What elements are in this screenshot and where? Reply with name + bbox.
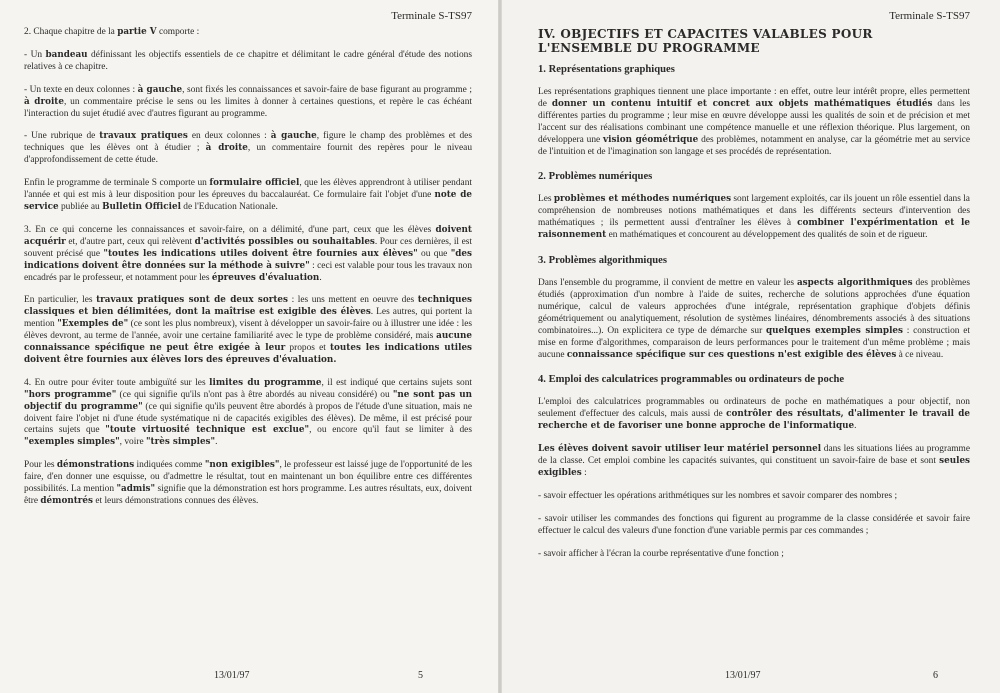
bold-text: connaissance spécifique sur ces questions n'est exigible des élèves: [566, 349, 897, 360]
text-run: - Un: [24, 49, 46, 60]
section-heading: 3. Problèmes algorithmiques: [538, 255, 667, 267]
text-run: , sont fixés les connaissances et savoir-faire de base figurant au programme ;: [182, 84, 472, 95]
bold-text: problèmes et méthodes numériques: [553, 194, 732, 205]
bold-text: "toute virtuosité technique est exclue": [105, 425, 310, 436]
text-run: propos et: [285, 343, 330, 354]
part-title: IV. OBJECTIFS ET CAPACITES VALABLES POUR L'ENSEMBLE DU PROGRAMME: [538, 27, 873, 55]
bold-text: seules exigibles: [538, 456, 970, 478]
text-run: , un commentaire précise le sens ou les limites à donner à certaines questions, et repère le cas échéant l'interaction du sujet étudié avec d'autres figurant au programme.: [24, 96, 473, 119]
bold-text: travaux pratiques: [99, 131, 188, 142]
page-number: 6: [933, 670, 938, 681]
paragraph: [538, 491, 970, 503]
text-run: . Pour ces dernières, il est souvent précisé que: [24, 236, 472, 259]
text-run: Dans l'ensemble du programme, il convient de mettre en valeur les: [538, 278, 797, 289]
text-run: , le professeur est laissé juge de l'opportunité de les faire, d'en donner une esquisse, ou d'admettre le résultat, tout en maintenant un bon équilibre entre ces différentes possibilités. La mention: [24, 460, 473, 495]
text-run: : les uns mettent en oeuvre des: [288, 295, 418, 306]
paragraph: [24, 378, 472, 449]
text-run: , il est indiqué que certains sujets sont: [321, 377, 472, 388]
page-header: Terminale S-TS97: [391, 10, 472, 22]
bold-text: démontrés: [40, 496, 93, 506]
text-run: indiquées comme: [134, 460, 205, 471]
text-run: des problèmes, notamment en analyse, car la géométrie met au service de l'intuition et de l'imagination son langage et ses procédés de représentation.: [538, 134, 970, 157]
page-body: [538, 63, 970, 560]
paragraph: [24, 178, 472, 214]
bold-text: d'activités possibles ou souhaitables: [194, 236, 375, 247]
page-body: [24, 27, 472, 508]
text-run: , un commentaire fournit des repères pour le niveau d'approfondissement de cette étude.: [24, 143, 473, 166]
bold-text: donner un contenu intuitif et concret aux objets mathématiques étudiés: [551, 98, 933, 109]
bold-text: doivent acquérir: [24, 224, 472, 247]
paragraph: [24, 460, 472, 508]
bold-text: à gauche: [137, 84, 183, 95]
text-run: : ceci est valable pour tous les travaux non encadrés par le professeur, et notamment pour les: [24, 260, 473, 283]
text-run: Les représentations graphiques tiennent une place importante : en effet, outre leur intérêt propre, elles permettent de: [538, 87, 970, 109]
bold-text: "très simples": [145, 437, 216, 448]
text-run: dans les différentes parties du programme ; leur mise en œuvre développe aussi les qualités de soin et de précision et met l'accent sur des réalisations combinant une compétence manuelle et une réflexion théorique. Plus largement, on développera une: [538, 98, 970, 145]
bold-text: à droite: [24, 96, 64, 107]
text-run: (ce qui signifie qu'ils n'ont pas à être abordés au niveau considéré) ou: [116, 389, 393, 400]
bold-text: "exemples simples": [24, 437, 120, 448]
text-run: - savoir afficher à l'écran la courbe représentative d'une fonction ;: [538, 548, 784, 559]
bold-text: "des indications doivent être données sur la méthode à suivre": [24, 248, 472, 271]
text-run: 2. Chaque chapitre de la: [24, 27, 118, 37]
text-run: .: [215, 437, 218, 448]
paragraph: [538, 514, 970, 538]
page-5: [0, 0, 498, 693]
bold-text: Bulletin Officiel: [102, 201, 181, 212]
text-run: - savoir utiliser les commandes des fonctions qui figurent au programme de la classe considérée et savoir faire effectuer le calcul des valeurs d'une fonction d'une variable permis par ces commandes ;: [538, 513, 970, 536]
text-run: 3. En ce qui concerne les connaissances et savoir-faire, on a délimité, d'une part, ceux que les élèves: [24, 224, 436, 235]
paragraph: [538, 194, 970, 242]
bold-text: limites du programme: [209, 377, 322, 388]
text-run: (ce qui signifie qu'ils peuvent être abordés à propos de l'étude d'une situation, mais ne doivent faire l'objet ni d'une étude systématique ni de capacités exigibles des élèves). De même, il est précisé pour certains sujets que: [24, 401, 473, 436]
text-run: , voire: [119, 437, 146, 448]
text-run: , figure le champ des problèmes et des techniques que les élèves ont à étudier ;: [24, 131, 472, 154]
text-run: ou que: [417, 248, 451, 259]
text-run: : construction et mise en forme d'algorithmes, comparaison de leurs performances pour le traitement d'un même problème ; mais aucune: [538, 325, 971, 360]
text-run: dans les situations liées au programme de la classe. Cet emploi combine les capacités suivantes, qui constituent un savoir-faire de base et sont: [538, 444, 970, 467]
bold-text: "Exemples de": [57, 319, 129, 330]
text-run: publiée au: [58, 201, 103, 212]
paragraph: [538, 549, 970, 561]
text-run: signifie que la démonstration est hors programme. Les autres résultats, eux, doivent être: [24, 484, 473, 506]
text-run: En particulier, les: [24, 295, 97, 306]
bold-text: aspects algorithmiques: [796, 278, 913, 289]
text-run: :: [581, 467, 587, 478]
bold-text: démonstrations: [56, 460, 135, 471]
bold-text: formulaire officiel: [209, 178, 300, 189]
text-run: L'emploi des calculatrices programmables ou ordinateurs de poche en mathématiques a pour objectif, non seulement d'effectuer des calculs, mais aussi de: [538, 397, 970, 420]
text-run: à ce niveau.: [896, 349, 944, 360]
paragraph: [24, 50, 472, 74]
footer-date: 13/01/97: [725, 670, 761, 681]
text-run: .: [319, 272, 322, 283]
text-run: - Un texte en deux colonnes :: [24, 84, 138, 95]
paragraph: [24, 225, 472, 285]
text-run: en mathématiques et concourent au développement des qualités de soin et de rigueur.: [606, 230, 928, 241]
bold-text: "toutes les indications utiles doivent être fournies aux élèves": [103, 248, 418, 259]
text-run: définissant les objectifs essentiels de ce chapitre et délimitant le cadre général d'étude des notions relatives à ce chapitre.: [24, 49, 472, 72]
bold-text: à gauche: [270, 131, 317, 142]
text-run: Les: [538, 194, 554, 205]
text-run: et, d'autre part, ceux qui relèvent: [65, 236, 195, 247]
text-run: - Une rubrique de: [24, 131, 100, 142]
paragraph: [538, 397, 970, 433]
bold-text: bandeau: [45, 49, 88, 60]
bold-text: épreuves d'évaluation: [211, 272, 320, 283]
text-run: , que les élèves apprendront à utiliser pendant l'année et qui est mis à leur disposition pour les épreuves du baccalauréat. Ce formulaire fait l'objet d'une: [24, 178, 473, 201]
bold-text: techniques classiques et bien délimitées, dont la maîtrise est exigible des élèves: [24, 295, 473, 318]
section-heading: 2. Problèmes numériques: [538, 171, 653, 183]
text-run: comporte :: [156, 27, 200, 37]
text-run: Pour les: [24, 460, 57, 471]
paragraph: [24, 27, 472, 39]
bold-text: "non exigibles": [204, 460, 280, 471]
bold-text: Les élèves doivent savoir utiliser leur matériel personnel: [538, 444, 822, 455]
text-run: .: [854, 421, 857, 432]
bold-text: "ne sont pas un objectif du programme": [24, 389, 472, 412]
text-run: de l'Education Nationale.: [180, 201, 278, 212]
text-run: . Les autres, qui portent la mention: [24, 307, 472, 330]
page-header: Terminale S-TS97: [889, 10, 970, 22]
text-run: sont largement exploités, car ils jouent un rôle essentiel dans la compréhension de nombreuses notions mathématiques et dans les différents secteurs d'intervention des mathématiques ; ils permettent aussi d'entraîner les élèves à: [538, 194, 970, 229]
section-heading: 1. Représentations graphiques: [538, 64, 675, 75]
bold-text: quelques exemples simples: [765, 325, 903, 336]
bold-text: combiner l'expérimentation et le raisonnement: [538, 218, 970, 241]
bold-text: note de service: [24, 190, 472, 212]
bold-text: "hors programme": [24, 389, 117, 400]
paragraph: [24, 85, 472, 121]
bold-text: partie V: [117, 27, 157, 37]
bold-text: aucune connaissance spécifique ne peut être exigée à leur: [24, 331, 472, 354]
paragraph: [538, 444, 970, 480]
text-run: en deux colonnes :: [187, 131, 271, 142]
bold-text: vision géométrique: [603, 134, 699, 145]
text-run: , ou encore qu'il faut se limiter à des: [309, 425, 472, 436]
paragraph: [24, 295, 472, 366]
text-run: (ce sont les plus nombreux), visent à développer un savoir-faire ou à illustrer une idée : les élèves devront, au terme de l'année, avoir une certaine familiarité avec le type de problème considéré, mais: [24, 319, 472, 342]
bold-text: travaux pratiques sont de deux sortes: [96, 295, 288, 306]
bold-text: contrôler des résultats, d'alimenter le travail de recherche et de favoriser une bonne approche de l'informatique: [538, 409, 970, 432]
bold-text: à droite: [205, 143, 248, 154]
text-run: des problèmes étudiés (approximation d'un nombre à l'aide de suites, recherche de solutions approchées d'une équation numérique, calcul de valeurs approchées d'une intégrale, représentation graphique d'objets définis géométriquement ou analytiquement, résolution de systèmes linéaires, dénombrements associés à des situations combinatoires...). On explicitera ce type de démarche sur: [538, 278, 970, 336]
bold-text: toutes les indications utiles doivent être fournies aux élèves lors des épreuves d'évaluation.: [24, 343, 472, 365]
paragraph: [24, 131, 472, 167]
text-run: 4. En outre pour éviter toute ambiguïté sur les: [24, 377, 210, 388]
section-heading: 4. Emploi des calculatrices programmables ou ordinateurs de poche: [538, 374, 845, 386]
text-run: Enfin le programme de terminale S comporte un: [24, 178, 210, 189]
footer-date: 13/01/97: [214, 670, 250, 681]
paragraph: [538, 87, 970, 158]
page-6: [502, 0, 1000, 693]
page-number: 5: [418, 670, 423, 681]
text-run: et leurs démonstrations connues des élèves.: [92, 496, 259, 506]
text-run: - savoir effectuer les opérations arithmétiques sur les nombres et savoir comparer des nombres ;: [538, 490, 898, 501]
paragraph: [538, 278, 970, 361]
bold-text: "admis": [116, 484, 156, 495]
